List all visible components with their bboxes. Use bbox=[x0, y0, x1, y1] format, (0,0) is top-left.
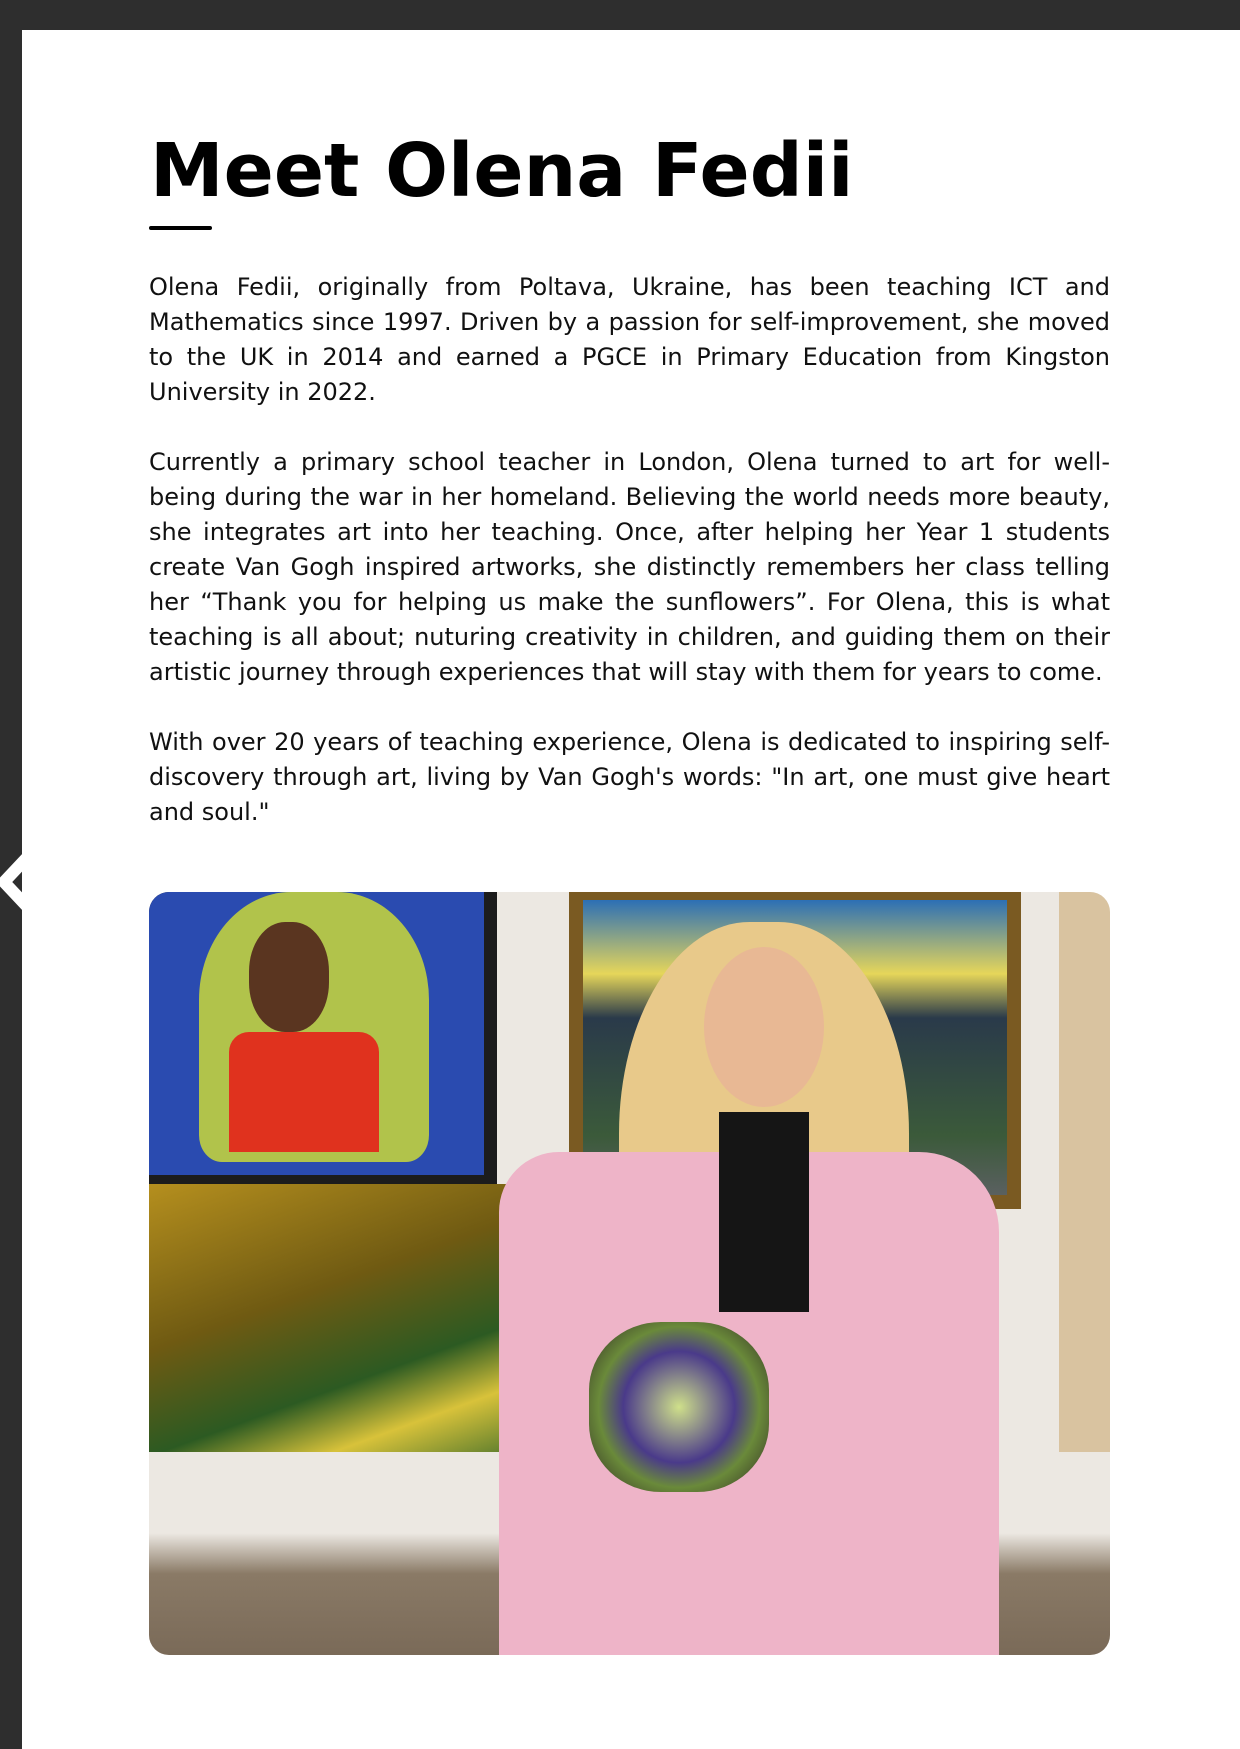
photo-olena-at-exhibition bbox=[149, 892, 1110, 1655]
painting-portrait bbox=[149, 892, 497, 1188]
wall-right bbox=[1059, 892, 1110, 1452]
chevron-left-icon bbox=[0, 842, 42, 922]
prev-page-button[interactable] bbox=[0, 842, 42, 922]
title-underline bbox=[149, 226, 212, 230]
paragraph-1: Olena Fedii, originally from Poltava, Ukraine, has been teaching ICT and Mathematics since 1997. Driven by a passion for self-improvement, she moved to the UK in 2014 and earned a PGCE in Primary Education from Kingston University in 2022. bbox=[149, 273, 1110, 406]
painting-flowers bbox=[149, 1184, 517, 1469]
article-body bbox=[149, 270, 1110, 865]
person-face bbox=[704, 947, 824, 1107]
chevron-right-icon bbox=[1206, 842, 1240, 922]
page-title: Meet Olena Fedii bbox=[150, 128, 854, 214]
bouquet bbox=[589, 1322, 769, 1492]
paragraph-3: With over 20 years of teaching experience, Olena is dedicated to inspiring self-discovery through art, living by Van Gogh's words: "In art, one must give heart and soul." bbox=[149, 728, 1110, 826]
paragraph-2: Currently a primary school teacher in London, Olena turned to art for well-being during the war in her homeland. Believing the world needs more beauty, she integrates art into her teaching. Once, after helping her Year 1 students create Van Gogh inspired artworks, she distinctly remembers her class telling her “Thank you for helping us make the sunflowers”. For Olena, this is what teaching is all about; nuturing creativity in children, and guiding them on their artistic journey through experiences that will stay with them for years to come. bbox=[149, 448, 1110, 686]
next-page-button[interactable] bbox=[1206, 842, 1240, 922]
person-top bbox=[719, 1112, 809, 1312]
